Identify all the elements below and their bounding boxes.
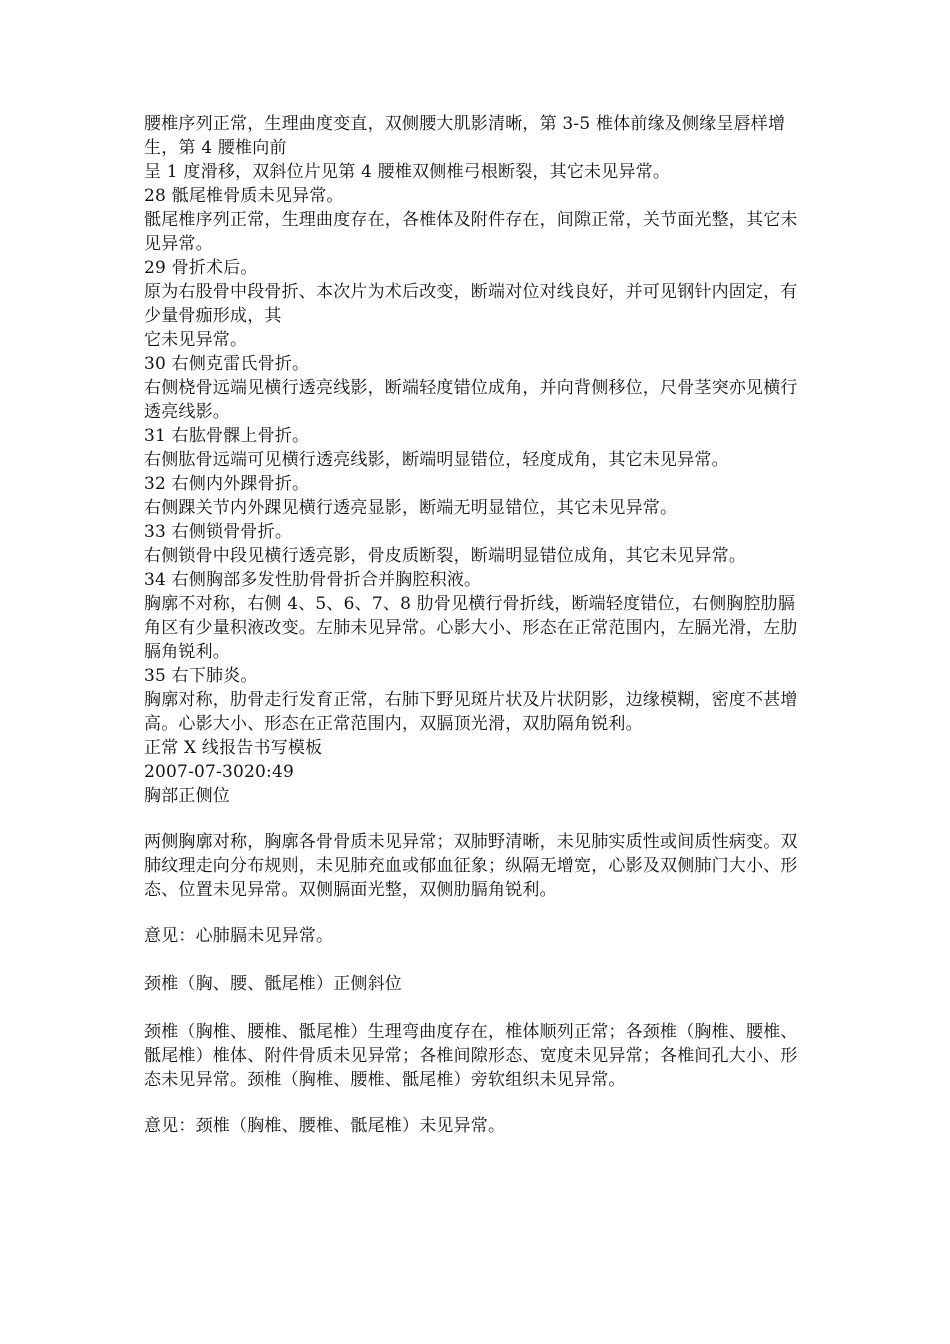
spine-finding-text: 颈椎（胸椎、腰椎、骶尾椎）生理弯曲度存在，椎体顺列正常；各颈椎（胸椎、腰椎、骶尾椎）椎体、附件骨质未见异常；各椎间隙形态、宽度未见异常；各椎间孔大小、形态未见异常。颈椎（胸椎、腰椎、骶尾椎）旁软组织未见异常。: [144, 1022, 798, 1090]
postop-finding-text: 原为右股骨中段骨折、本次片为术后改变，断端对位对线良好，并可见钢针内固定，有少量骨痂形成，其: [144, 282, 798, 326]
document-page: [144, 112, 812, 1138]
lumbar-finding-text: 腰椎序列正常，生理曲度变直，双侧腰大肌影清晰，第 3-5 椎体前缘及侧缘呈唇样增生，第 4 腰椎向前: [144, 114, 786, 158]
spine-opinion: 意见：颈椎（胸椎、腰椎、骶尾椎）未见异常。: [144, 1116, 506, 1136]
section-heading-35: 35 右下肺炎。: [144, 666, 258, 686]
section-heading-31: 31 右肱骨髁上骨折。: [144, 426, 310, 446]
chest-finding-text: 两侧胸廓对称，胸廓各骨骨质未见异常；双肺野清晰，未见肺实质性或间质性病变。双肺纹理走向分布规则，未见肺充血或郁血征象；纵隔无增宽，心影及双侧肺门大小、形态、位置未见异常。双侧膈面光整，双侧肋膈角锐利。: [144, 832, 798, 900]
colles-finding-text: 右侧桡骨远端见横行透亮线影，断端轻度错位成角，并向背侧移位，尺骨茎突亦见横行透亮线影。: [144, 378, 798, 422]
chest-section-title: 胸部正侧位: [144, 786, 230, 806]
template-date: 2007-07-3020:49: [144, 762, 295, 782]
section-heading-28: 28 骶尾椎骨质未见异常。: [144, 186, 344, 206]
humerus-finding-text: 右侧肱骨远端可见横行透亮线影，断端明显错位，轻度成角，其它未见异常。: [144, 450, 729, 470]
template-title: 正常 X 线报告书写模板: [144, 738, 323, 758]
section-heading-33: 33 右侧锁骨骨折。: [144, 522, 293, 542]
clavicle-finding-text: 右侧锁骨中段见横行透亮影，骨皮质断裂，断端明显错位成角，其它未见异常。: [144, 546, 746, 566]
section-heading-30: 30 右侧克雷氏骨折。: [144, 354, 310, 374]
sacrococcygeal-finding-text: 骶尾椎序列正常，生理曲度存在，各椎体及附件存在，间隙正常，关节面光整，其它未见异常。: [144, 210, 798, 254]
rib-fracture-finding-text: 胸廓不对称，右侧 4、5、6、7、8 肋骨见横行骨折线，断端轻度错位，右侧胸腔肋膈角区有少量积液改变。左肺未见异常。心影大小、形态在正常范围内，左膈光滑，左肋膈角锐利。: [144, 594, 798, 662]
postop-finding-text-cont: 它未见异常。: [144, 330, 248, 350]
malleolus-finding-text: 右侧踝关节内外踝见横行透亮显影，断端无明显错位，其它未见异常。: [144, 498, 678, 518]
pneumonia-finding-text: 胸廓对称，肋骨走行发育正常，右肺下野见斑片状及片状阴影，边缘模糊，密度不甚增高。心影大小、形态在正常范围内，双膈顶光滑，双肋隔角锐利。: [144, 690, 798, 734]
section-heading-32: 32 右侧内外踝骨折。: [144, 474, 310, 494]
section-heading-29: 29 骨折术后。: [144, 258, 258, 278]
chest-opinion: 意见：心肺膈未见异常。: [144, 926, 334, 946]
spine-section-title: 颈椎（胸、腰、骶尾椎）正侧斜位: [144, 974, 402, 994]
lumbar-finding-text-cont: 呈 1 度滑移，双斜位片见第 4 腰椎双侧椎弓根断裂，其它未见异常。: [144, 162, 671, 182]
section-heading-34: 34 右侧胸部多发性肋骨骨折合并胸腔积液。: [144, 570, 482, 590]
